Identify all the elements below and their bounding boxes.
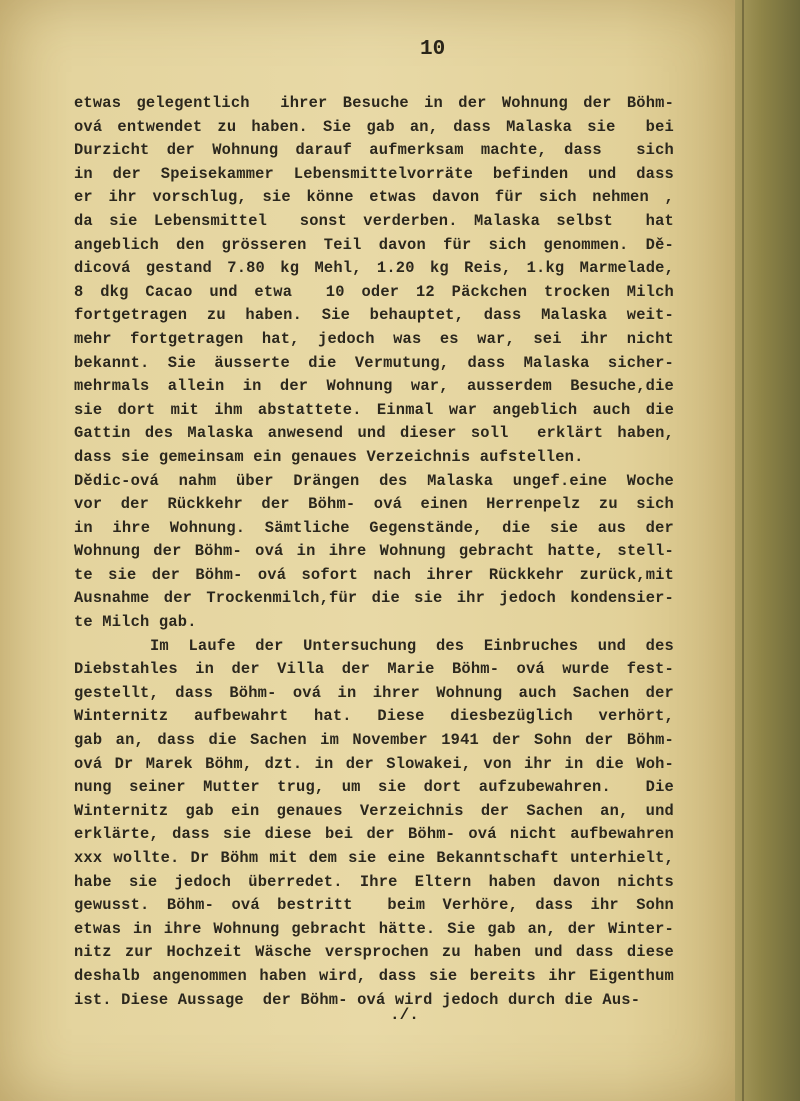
text-line: ist. Diese Aussage der Böhm- ová wird jedoch durch die Aus- [74,990,641,1009]
text-line: Im Laufe der Untersuchung des Einbruches und des [150,636,674,655]
text-line: Ausnahme der Trockenmilch,für die sie ihr jedoch kondensier- [74,589,674,608]
text-line: Durzicht der Wohnung darauf aufmerksam machte, dass sich [74,141,674,160]
text-line: gewusst. Böhm- ová bestritt beim Verhöre, dass ihr Sohn [74,896,674,915]
text-line: deshalb angenommen haben wird, dass sie bereits ihr Eigenthum [74,966,674,985]
text-line: da sie Lebensmittel sonst verderben. Malaska selbst hat [74,211,674,230]
text-line: er ihr vorschlug, sie könne etwas davon für sich nehmen , [74,188,674,207]
text-line: Diebstahles in der Villa der Marie Böhm- ová wurde fest- [74,660,674,679]
text-line: sie dort mit ihm abstattete. Einmal war angeblich auch die [74,400,674,419]
text-line: habe sie jedoch überredet. Ihre Eltern haben davon nichts [74,872,674,891]
page-edge-shadow [735,0,800,1101]
text-line: ová entwendet zu haben. Sie gab an, dass Malaska sie bei [74,117,674,136]
body-text [74,92,674,1012]
text-line: dass sie gemeinsam ein genaues Verzeichnis aufstellen. [74,447,584,466]
text-line: bekannt. Sie äusserte die Vermutung, dass Malaska sicher- [74,353,674,372]
text-line: mehr fortgetragen hat, jedoch was es war, sei ihr nicht [74,329,674,348]
text-line: vor der Rückkehr der Böhm- ová einen Herrenpelz zu sich [74,495,674,514]
text-line: etwas in ihre Wohnung gebracht hätte. Sie gab an, der Winter- [74,919,674,938]
text-line: nung seiner Mutter trug, um sie dort aufzubewahren. Die [74,778,674,797]
text-line: fortgetragen zu haben. Sie behauptet, dass Malaska weit- [74,306,674,325]
text-line: Gattin des Malaska anwesend und dieser soll erklärt haben, [74,424,674,443]
text-line: in der Speisekammer Lebensmittelvorräte befinden und dass [74,164,674,183]
text-line: nitz zur Hochzeit Wäsche versprochen zu haben und dass diese [74,943,674,962]
text-line: Winternitz aufbewahrt hat. Diese diesbezüglich verhört, [74,707,674,726]
text-line: mehrmals allein in der Wohnung war, ausserdem Besuche,die [74,377,674,396]
text-line: Dědic-ová nahm über Drängen des Malaska ungef.eine Woche [74,471,674,490]
text-line: gab an, dass die Sachen im November 1941 der Sohn der Böhm- [74,731,674,750]
page-number: 10 [420,38,446,61]
text-line: Winternitz gab ein genaues Verzeichnis der Sachen an, und [74,801,674,820]
text-line: xxx wollte. Dr Böhm mit dem sie eine Bekanntschaft unterhielt, [74,849,674,867]
text-line: angeblich den grösseren Teil davon für sich genommen. Dě- [74,235,674,254]
text-line: gestellt, dass Böhm- ová in ihrer Wohnung auch Sachen der [74,683,674,702]
text-line: 8 dkg Cacao und etwa 10 oder 12 Päckchen trocken Milch [74,282,674,301]
text-line: in ihre Wohnung. Sämtliche Gegenstände, die sie aus der [74,518,674,537]
text-line: erklärte, dass sie diese bei der Böhm- ová nicht aufbewahren [74,825,674,844]
text-line: Wohnung der Böhm- ová in ihre Wohnung gebracht hatte, stell- [74,542,674,561]
text-line: te Milch gab. [74,613,197,632]
text-line: etwas gelegentlich ihrer Besuche in der Wohnung der Böhm- [74,94,674,112]
page-edge-line [742,0,744,1101]
text-line: te sie der Böhm- ová sofort nach ihrer Rückkehr zurück,mit [74,565,674,584]
text-line: ová Dr Marek Böhm, dzt. in der Slowakei, von ihr in die Woh- [74,754,674,773]
continuation-mark: ./. [390,1006,419,1024]
text-line: dicová gestand 7.80 kg Mehl, 1.20 kg Reis, 1.kg Marmelade, [74,259,674,278]
